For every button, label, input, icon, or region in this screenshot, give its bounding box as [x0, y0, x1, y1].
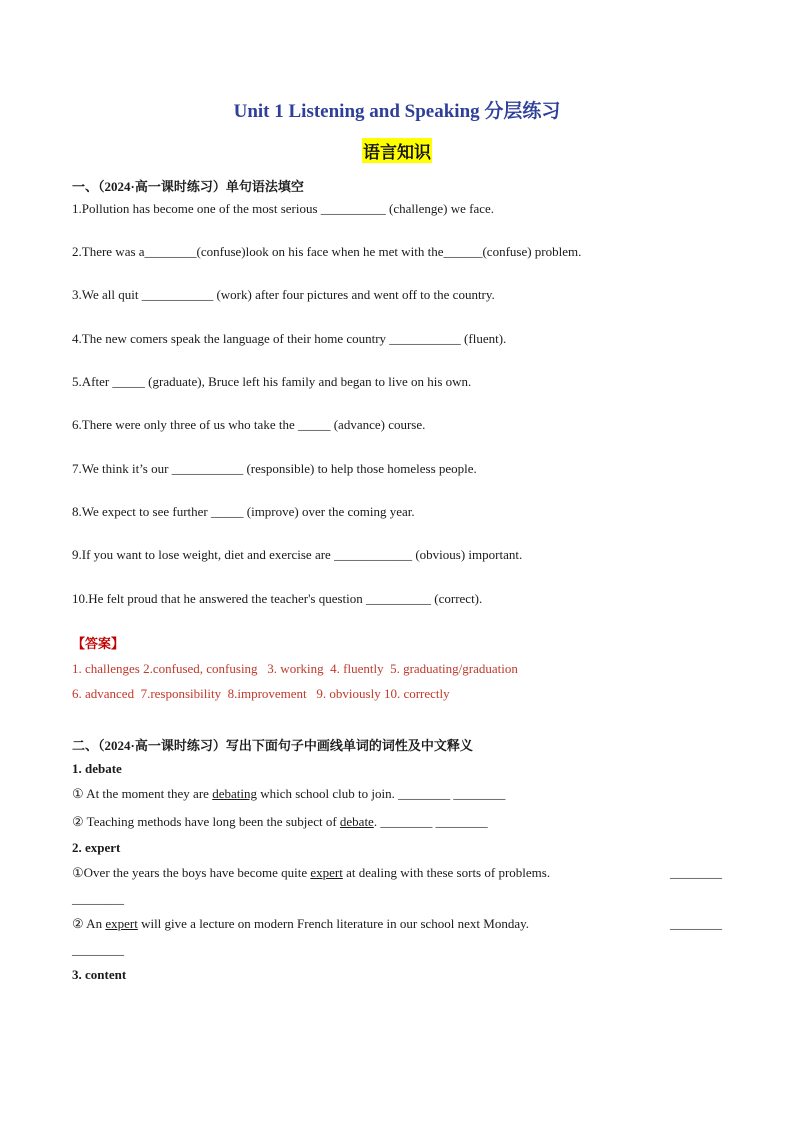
question-8: 8.We expect to see further _____ (improve) over the coming year.	[72, 504, 415, 519]
section2-heading: 二、（2024·高一课时练习）写出下面句子中画线单词的词性及中文释义	[72, 738, 473, 753]
document-title: Unit 1 Listening and Speaking 分层练习	[233, 101, 561, 122]
expert-sentence-2: ② An expert will give a lecture on modern French literature in our school next Monday. ________	[72, 916, 722, 931]
question-9: 9.If you want to lose weight, diet and exercise are ____________ (obvious) important.	[72, 547, 523, 562]
section1-heading: 一、（2024·高一课时练习）单句语法填空	[72, 179, 304, 194]
question-7: 7.We think it’s our ___________ (responsible) to help those homeless people.	[72, 461, 477, 476]
word-content: 3. content	[72, 967, 127, 982]
expert-sentence-2-blank: ________	[72, 942, 124, 957]
section-subtitle: 语言知识	[362, 138, 432, 163]
answer-label: 【答案】	[72, 636, 125, 651]
word-expert: 2. expert	[72, 840, 121, 855]
subtitle-wrap	[0, 138, 794, 163]
underlined-word: expert	[310, 865, 343, 880]
expert-sentence-1-blank: ________	[72, 891, 124, 906]
answer-line-1: 1. challenges 2.confused, confusing 3. working 4. fluently 5. graduating/graduation	[72, 661, 518, 676]
expert-sentence-1: ①Over the years the boys have become quite expert at dealing with these sorts of problems. ________	[72, 865, 722, 880]
answer-line-2: 6. advanced 7.responsibility 8.improvement 9. obviously 10. correctly	[72, 686, 450, 701]
underlined-word: expert	[105, 916, 138, 931]
question-1: 1.Pollution has become one of the most serious __________ (challenge) we face.	[72, 201, 495, 216]
underlined-word: debating	[212, 786, 257, 801]
question-2: 2.There was a________(confuse)look on his face when he met with the______(confuse) problem.	[72, 244, 582, 259]
question-5: 5.After _____ (graduate), Bruce left his family and began to live on his own.	[72, 374, 472, 389]
question-4: 4.The new comers speak the language of their home country ___________ (fluent).	[72, 331, 507, 346]
debate-sentence-2: ② Teaching methods have long been the subject of debate. ________ ________	[72, 814, 488, 829]
question-6: 6.There were only three of us who take the _____ (advance) course.	[72, 417, 426, 432]
question-3: 3.We all quit ___________ (work) after four pictures and went off to the country.	[72, 287, 495, 302]
word-debate: 1. debate	[72, 761, 122, 776]
underlined-word: debate	[339, 814, 374, 829]
question-10: 10.He felt proud that he answered the teacher's question __________ (correct).	[72, 591, 483, 606]
debate-sentence-1: ① At the moment they are debating which school club to join. ________ ________	[72, 786, 506, 801]
